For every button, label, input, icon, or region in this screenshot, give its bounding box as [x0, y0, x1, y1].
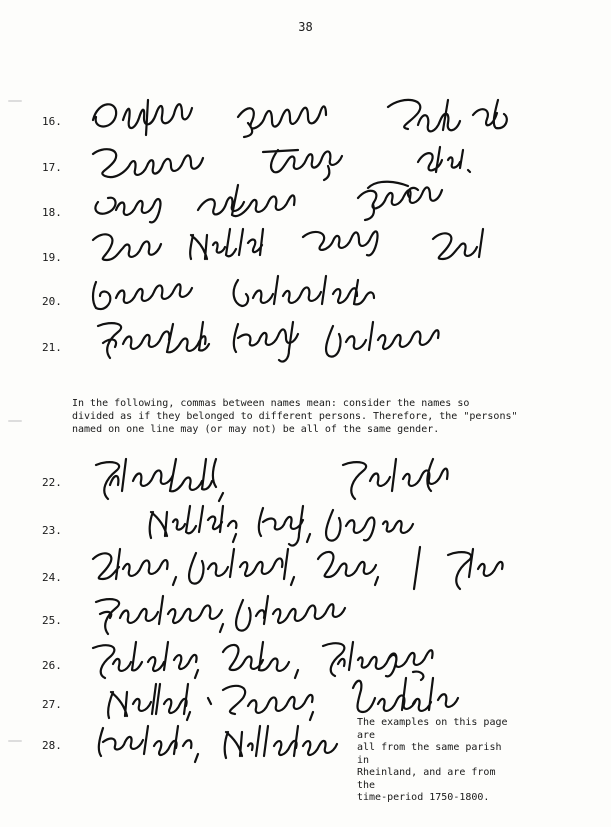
handwriting-line-20 — [88, 272, 528, 317]
handwriting-line-25 — [88, 592, 528, 637]
line-number: 25. — [42, 614, 62, 627]
line-number: 17. — [42, 161, 62, 174]
instruction-paragraph: In the following, commas between names mean: consider the names so divided as if they belonged to different persons. Therefore, the "persons" named on one line may (or may not) be all of the same gender. — [72, 398, 518, 435]
line-number: 19. — [42, 251, 62, 264]
handwriting-line-17 — [88, 142, 528, 182]
handwriting-line-28 — [88, 722, 358, 767]
handwriting-line-18 — [88, 180, 528, 230]
line-number: 21. — [42, 341, 62, 354]
punch-hole-mark — [8, 100, 22, 102]
line-number: 20. — [42, 295, 62, 308]
punch-hole-mark — [8, 740, 22, 742]
line-number: 24. — [42, 571, 62, 584]
line-number: 23. — [42, 524, 62, 537]
page-number: 38 — [298, 20, 313, 34]
line-number: 27. — [42, 698, 62, 711]
handwriting-line-23 — [88, 502, 528, 547]
handwriting-line-24 — [88, 545, 528, 595]
side-note: The examples on this page are all from the same parish in Rheinland, and are from the time-period 1750-1800. — [357, 717, 517, 805]
handwriting-line-19 — [88, 225, 528, 270]
line-number: 22. — [42, 476, 62, 489]
punch-hole-mark — [8, 420, 22, 422]
handwriting-line-16 — [88, 95, 548, 140]
handwriting-line-21 — [88, 318, 528, 363]
line-number: 28. — [42, 739, 62, 752]
handwriting-line-22 — [88, 455, 528, 505]
line-number: 26. — [42, 659, 62, 672]
line-number: 18. — [42, 206, 62, 219]
line-number: 16. — [42, 115, 62, 128]
